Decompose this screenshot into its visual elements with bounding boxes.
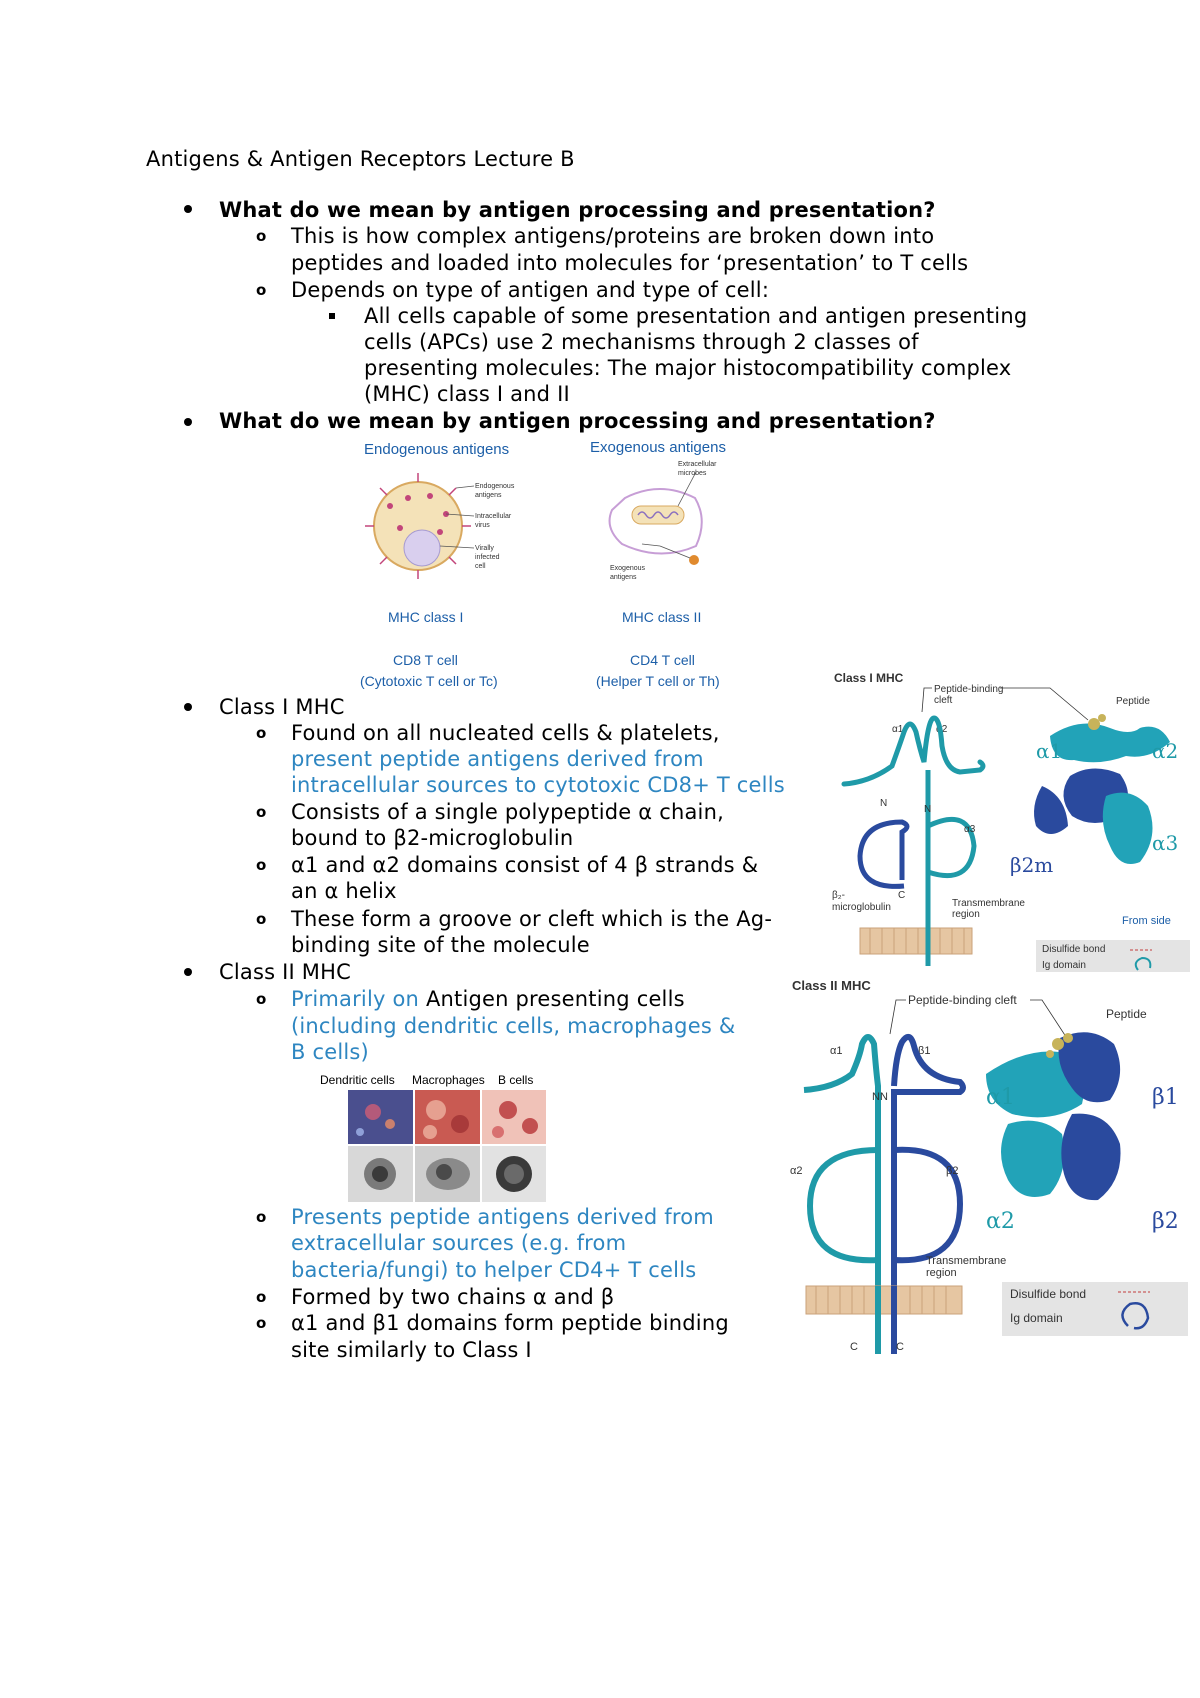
class-i-mhc-figure [830, 666, 1190, 972]
item-span: Antigen presenting cells [419, 987, 685, 1011]
item-line: α1 and β1 domains form peptide binding [291, 1311, 729, 1335]
item-line: extracellular sources (e.g. from [291, 1231, 627, 1255]
item-line: Found on all nucleated cells & platelets, [291, 721, 720, 745]
ribbon-label: β2m [1010, 853, 1054, 877]
endo-label: antigens [475, 492, 502, 499]
legend-label: Ig domain [1042, 960, 1086, 971]
cell-nucleus [404, 530, 440, 566]
item-line: Formed by two chains α and β [291, 1285, 615, 1309]
b2m-label: β₂- [832, 890, 845, 901]
tm-label: Transmembrane [926, 1255, 1007, 1267]
terminus-label: C [896, 1341, 904, 1353]
figure-title: Class II MHC [792, 978, 871, 993]
item-line: bacteria/fungi) to helper CD4+ T cells [291, 1258, 697, 1282]
domain-label: α2 [936, 724, 948, 735]
micrograph-label: Macrophages [412, 1073, 485, 1087]
item-line: (including dendritic cells, macrophages & [291, 1014, 736, 1038]
item-line: bound to β2-microglobulin [291, 826, 574, 850]
item-line: Depends on type of antigen and type of cell: [291, 278, 770, 302]
endo-label: Endogenous [475, 483, 515, 490]
endo-label: virus [475, 522, 490, 529]
domain-label: β1 [918, 1045, 931, 1057]
sub-item-line: (MHC) class I and II [364, 382, 570, 406]
domain-label: β2 [946, 1165, 959, 1177]
tm-label: region [926, 1267, 957, 1279]
cd8-label: CD8 T cell [393, 652, 458, 668]
bullet [329, 313, 335, 319]
domain-label: α1 [830, 1045, 843, 1057]
exo-title: Exogenous antigens [590, 439, 726, 456]
endo-label: infected [475, 554, 500, 561]
item-line: intracellular sources to cytotoxic CD8+ T cells [291, 773, 785, 797]
section-heading: Class II MHC [219, 960, 351, 984]
endo-label: cell [475, 563, 486, 570]
cleft-label: cleft [934, 695, 953, 706]
legend-label: Disulfide bond [1042, 944, 1106, 955]
mhc-class-ii-label: MHC class II [622, 609, 702, 625]
ribbon-label: α1 [1036, 739, 1063, 763]
item-line: Consists of a single polypeptide α chain, [291, 800, 724, 824]
peptide-label: Peptide [1106, 1007, 1147, 1021]
bullet: o [256, 803, 267, 821]
cd4-label: CD4 T cell [630, 652, 695, 668]
bullet [184, 205, 192, 213]
bullet: o [256, 1314, 267, 1332]
figure-title: Class I MHC [834, 671, 904, 685]
sub-item-line: cells (APCs) use 2 mechanisms through 2 classes of [364, 330, 919, 354]
bullet: o [256, 281, 267, 299]
ribbon-label: α1 [986, 1085, 1015, 1110]
item-line: These form a groove or cleft which is the Ag- [291, 907, 773, 931]
section-heading: Class I MHC [219, 695, 345, 719]
terminus-label: C [898, 890, 906, 901]
item-line: Presents peptide antigens derived from [291, 1205, 714, 1229]
dendritic-image [348, 1090, 413, 1144]
page-title: Antigens & Antigen Receptors Lecture B [146, 147, 575, 171]
section-heading: What do we mean by antigen processing and presentation? [219, 198, 936, 222]
bullet: o [256, 990, 267, 1008]
item-line: site similarly to Class I [291, 1338, 532, 1362]
item-line: α1 and α2 domains consist of 4 β strands & [291, 853, 759, 877]
item-line [291, 986, 685, 1012]
domain-label: α3 [964, 824, 976, 835]
terminus-label: C [850, 1341, 858, 1353]
from-side-label: From side [1122, 915, 1171, 927]
ribbon-label: α2 [986, 1209, 1015, 1234]
terminus-label: N [924, 804, 932, 815]
item-span: Primarily on [291, 987, 420, 1011]
mhc-class-i-label: MHC class I [388, 609, 464, 625]
terminus-label: N [880, 798, 888, 809]
item-line: binding site of the molecule [291, 933, 590, 957]
cd8-sub-label: (Cytotoxic T cell or Tc) [360, 673, 498, 689]
antigen-pathways-figure [360, 436, 760, 694]
exo-label: Exogenous [610, 565, 646, 572]
item-line: B cells) [291, 1040, 369, 1064]
bullet: o [256, 856, 267, 874]
item-line: an α helix [291, 879, 397, 903]
ribbon-label: β2 [1152, 1209, 1179, 1234]
domain-label: α2 [790, 1165, 803, 1177]
bullet: o [256, 227, 267, 245]
apc-micrographs [318, 1072, 548, 1204]
bcell-image [482, 1090, 546, 1144]
sub-item-line: All cells capable of some presentation and antigen presenting [364, 304, 1028, 328]
membrane [806, 1286, 962, 1314]
sub-item-line: presenting molecules: The major histocompatibility complex [364, 356, 1012, 380]
endo-label: Virally [475, 545, 494, 552]
cleft-label: Peptide-binding [934, 684, 1004, 695]
microbe [632, 506, 684, 524]
ribbon-label: α3 [1152, 831, 1179, 855]
domain-label: α1 [892, 724, 904, 735]
ribbon-label: β1 [1152, 1085, 1179, 1110]
terminus-label: NN [872, 1091, 888, 1103]
bullet: o [256, 1288, 267, 1306]
exo-label: antigens [610, 574, 637, 581]
item-line: present peptide antigens derived from [291, 747, 704, 771]
class-ii-mhc-figure [790, 974, 1190, 1354]
micrograph-label: B cells [498, 1073, 534, 1087]
section-heading: What do we mean by antigen processing and presentation? [219, 409, 936, 433]
endo-label: Intracellular [475, 513, 512, 520]
b2m-label: microglobulin [832, 902, 891, 913]
bullet: o [256, 1208, 267, 1226]
endo-title: Endogenous antigens [364, 441, 510, 458]
cd4-sub-label: (Helper T cell or Th) [596, 673, 720, 689]
legend-label: Ig domain [1010, 1311, 1063, 1325]
item-line: This is how complex antigens/proteins are broken down into [291, 224, 935, 248]
exo-label: Extracellular [678, 461, 717, 468]
ribbon-label: α2 [1152, 739, 1179, 763]
membrane [860, 928, 972, 954]
legend-label: Disulfide bond [1010, 1287, 1087, 1301]
exo-antigen [689, 555, 699, 565]
tm-label: region [952, 909, 980, 920]
peptide-label: Peptide [1116, 696, 1150, 707]
bullet: o [256, 724, 267, 742]
exo-label: microbes [678, 470, 707, 477]
bullet [184, 703, 192, 711]
micrograph-label: Dendritic cells [320, 1073, 395, 1087]
item-line: peptides and loaded into molecules for ‘presentation’ to T cells [291, 251, 969, 275]
tm-label: Transmembrane [952, 898, 1025, 909]
bullet [184, 968, 192, 976]
bullet [184, 418, 192, 426]
cleft-label: Peptide-binding cleft [908, 993, 1017, 1007]
bullet: o [256, 910, 267, 928]
